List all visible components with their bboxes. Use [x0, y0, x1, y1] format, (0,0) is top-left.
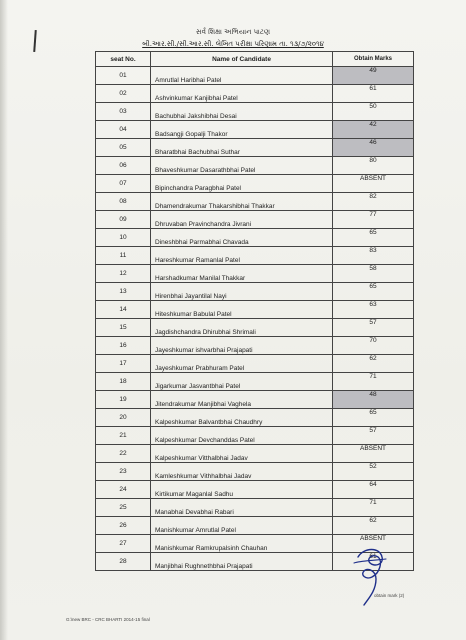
table-row — [96, 445, 414, 463]
candidate-name-cell: Manabhai Devabhai Rabari — [151, 499, 333, 517]
seat-number-cell: 24 — [96, 481, 151, 499]
obtain-marks-cell: 71 — [333, 373, 414, 391]
table-row — [96, 229, 414, 247]
candidate-name-cell: Hirenbhai Jayantilal Nayi — [151, 283, 333, 301]
obtain-marks-cell: 57 — [333, 427, 414, 445]
candidate-name-cell: Jigarkumar Jasvantbhai Patel — [151, 373, 333, 391]
obtain-marks-cell: 65 — [333, 283, 414, 301]
table-row — [96, 121, 414, 139]
obtain-marks-cell: 80 — [333, 157, 414, 175]
seat-number-cell: 16 — [96, 337, 151, 355]
obtain-marks-cell: 52 — [333, 463, 414, 481]
seat-number-cell: 05 — [96, 139, 151, 157]
table-row — [96, 373, 414, 391]
table-row — [96, 463, 414, 481]
candidate-name-cell: Manjibhai Rughnethbhai Prajapati — [151, 553, 333, 571]
obtain-marks-cell: 65 — [333, 409, 414, 427]
obtain-marks-cell: 57 — [333, 319, 414, 337]
seat-number-cell: 06 — [96, 157, 151, 175]
seat-number-cell: 15 — [96, 319, 151, 337]
obtain-marks-cell: 49 — [333, 67, 414, 85]
footer-file-path: G:\new BRC - CRC BHARTI 2014-15 final — [66, 617, 150, 622]
candidate-name-cell: Jayeshkumar Prabhuram Patel — [151, 355, 333, 373]
obtain-marks-cell: 61 — [333, 553, 414, 571]
obtain-marks-cell: 65 — [333, 229, 414, 247]
results-table — [95, 51, 414, 571]
obtain-marks-cell: 42 — [333, 121, 414, 139]
table-row — [96, 427, 414, 445]
candidate-name-cell: Bachubhai Jakshibhai Desai — [151, 103, 333, 121]
candidate-name-cell: Kamleshkumar Vithhalbhai Jadav — [151, 463, 333, 481]
candidate-name-cell: Manishkumar Amrutlal Patel — [151, 517, 333, 535]
table-row — [96, 139, 414, 157]
obtain-marks-cell: ABSENT — [333, 535, 414, 553]
seat-number-cell: 01 — [96, 67, 151, 85]
candidate-name-cell: Kalpeshkumar Balvantbhai Chaudhry — [151, 409, 333, 427]
obtain-marks-cell: 46 — [333, 139, 414, 157]
obtain-marks-cell: 70 — [333, 337, 414, 355]
candidate-name-cell: Bhaveshkumar Dasarathbhai Patel — [151, 157, 333, 175]
obtain-marks-cell: 64 — [333, 481, 414, 499]
candidate-name-cell: Kalpeshkumar Vitthalbhai Jadav — [151, 445, 333, 463]
seat-number-cell: 13 — [96, 283, 151, 301]
obtain-marks-cell: 82 — [333, 193, 414, 211]
table-row — [96, 337, 414, 355]
seat-number-cell: 07 — [96, 175, 151, 193]
signature — [350, 543, 390, 609]
candidate-name-cell: Manishkumar Ramkrupalsinh Chauhan — [151, 535, 333, 553]
obtain-marks-cell: 61 — [333, 85, 414, 103]
table-row — [96, 319, 414, 337]
candidate-name-cell: Ashvinkumar Kanjibhai Patel — [151, 85, 333, 103]
seat-number-cell: 25 — [96, 499, 151, 517]
obtain-marks-cell: 71 — [333, 499, 414, 517]
seat-number-cell: 02 — [96, 85, 151, 103]
table-row — [96, 67, 414, 85]
candidate-name-cell: Amrutlal Haribhai Patel — [151, 67, 333, 85]
column-header-name: Name of Candidate — [151, 52, 333, 67]
obtain-marks-cell: 62 — [333, 517, 414, 535]
table-row — [96, 211, 414, 229]
obtain-marks-cell: ABSENT — [333, 445, 414, 463]
table-row — [96, 391, 414, 409]
obtain-marks-cell: 50 — [333, 103, 414, 121]
seat-number-cell: 10 — [96, 229, 151, 247]
seat-number-cell: 28 — [96, 553, 151, 571]
seat-number-cell: 27 — [96, 535, 151, 553]
seat-number-cell: 14 — [96, 301, 151, 319]
candidate-name-cell: Dineshbhai Parmabhai Chavada — [151, 229, 333, 247]
table-row — [96, 301, 414, 319]
candidate-name-cell: Badsangji Gopalji Thakor — [151, 121, 333, 139]
candidate-name-cell: Kirtikumar Maganlal Sadhu — [151, 481, 333, 499]
obtain-marks-cell: 58 — [333, 265, 414, 283]
table-header-row — [96, 52, 414, 67]
seat-number-cell: 19 — [96, 391, 151, 409]
obtain-marks-cell: ABSENT — [333, 175, 414, 193]
seat-number-cell: 12 — [96, 265, 151, 283]
obtain-marks-cell: 83 — [333, 247, 414, 265]
column-header-marks: Obtain Marks — [333, 52, 414, 67]
table-row — [96, 481, 414, 499]
table-row — [96, 283, 414, 301]
table-row — [96, 499, 414, 517]
table-row — [96, 103, 414, 121]
table-row — [96, 85, 414, 103]
footer-file-label: obtain mark (2) — [374, 593, 405, 598]
candidate-name-cell: Harshadkumar Manilal Thakkar — [151, 265, 333, 283]
seat-number-cell: 26 — [96, 517, 151, 535]
obtain-marks-cell: 62 — [333, 355, 414, 373]
table-row — [96, 517, 414, 535]
table-row — [96, 355, 414, 373]
seat-number-cell: 17 — [96, 355, 151, 373]
table-row — [96, 265, 414, 283]
seat-number-cell: 04 — [96, 121, 151, 139]
candidate-name-cell: Hiteshkumar Babulal Patel — [151, 301, 333, 319]
table-row — [96, 193, 414, 211]
scan-edge-shadow — [0, 0, 8, 640]
candidate-name-cell: Bipinchandra Paragbhai Patel — [151, 175, 333, 193]
seat-number-cell: 09 — [96, 211, 151, 229]
obtain-marks-cell: 63 — [333, 301, 414, 319]
table-row — [96, 175, 414, 193]
seat-number-cell: 18 — [96, 373, 151, 391]
header-subtitle: બી.આર.સી./સી.આર.સી. લેખિત પરીક્ષા પરિણામ તા. ૧૩/૭/૨૦૧૪ — [142, 40, 324, 48]
candidate-name-cell: Jayeshkumar ishvarbhai Prajapati — [151, 337, 333, 355]
candidate-name-cell: Hareshkumar Ramanlal Patel — [151, 247, 333, 265]
seat-number-cell: 11 — [96, 247, 151, 265]
seat-number-cell: 03 — [96, 103, 151, 121]
candidate-name-cell: Dhamendrakumar Thakarshibhai Thakkar — [151, 193, 333, 211]
candidate-name-cell: Jitendrakumar Manjibhai Vaghela — [151, 391, 333, 409]
seat-number-cell: 20 — [96, 409, 151, 427]
candidate-name-cell: Kalpeshkumar Devchanddas Patel — [151, 427, 333, 445]
obtain-marks-cell: 77 — [333, 211, 414, 229]
seat-number-cell: 08 — [96, 193, 151, 211]
seat-number-cell: 23 — [96, 463, 151, 481]
candidate-name-cell: Dhruvaban Pravinchandra Jivrani — [151, 211, 333, 229]
obtain-marks-cell: 48 — [333, 391, 414, 409]
table-row — [96, 157, 414, 175]
header-title: સર્વ શિક્ષા અભિયાન પાટણ — [195, 28, 271, 36]
column-header-seat: seat No. — [96, 52, 151, 67]
table-row — [96, 409, 414, 427]
seat-number-cell: 22 — [96, 445, 151, 463]
table-row — [96, 247, 414, 265]
candidate-name-cell: Bharatbhai Bachubhai Suthar — [151, 139, 333, 157]
candidate-name-cell: Jagdishchandra Dhirubhai Shrimali — [151, 319, 333, 337]
seat-number-cell: 21 — [96, 427, 151, 445]
